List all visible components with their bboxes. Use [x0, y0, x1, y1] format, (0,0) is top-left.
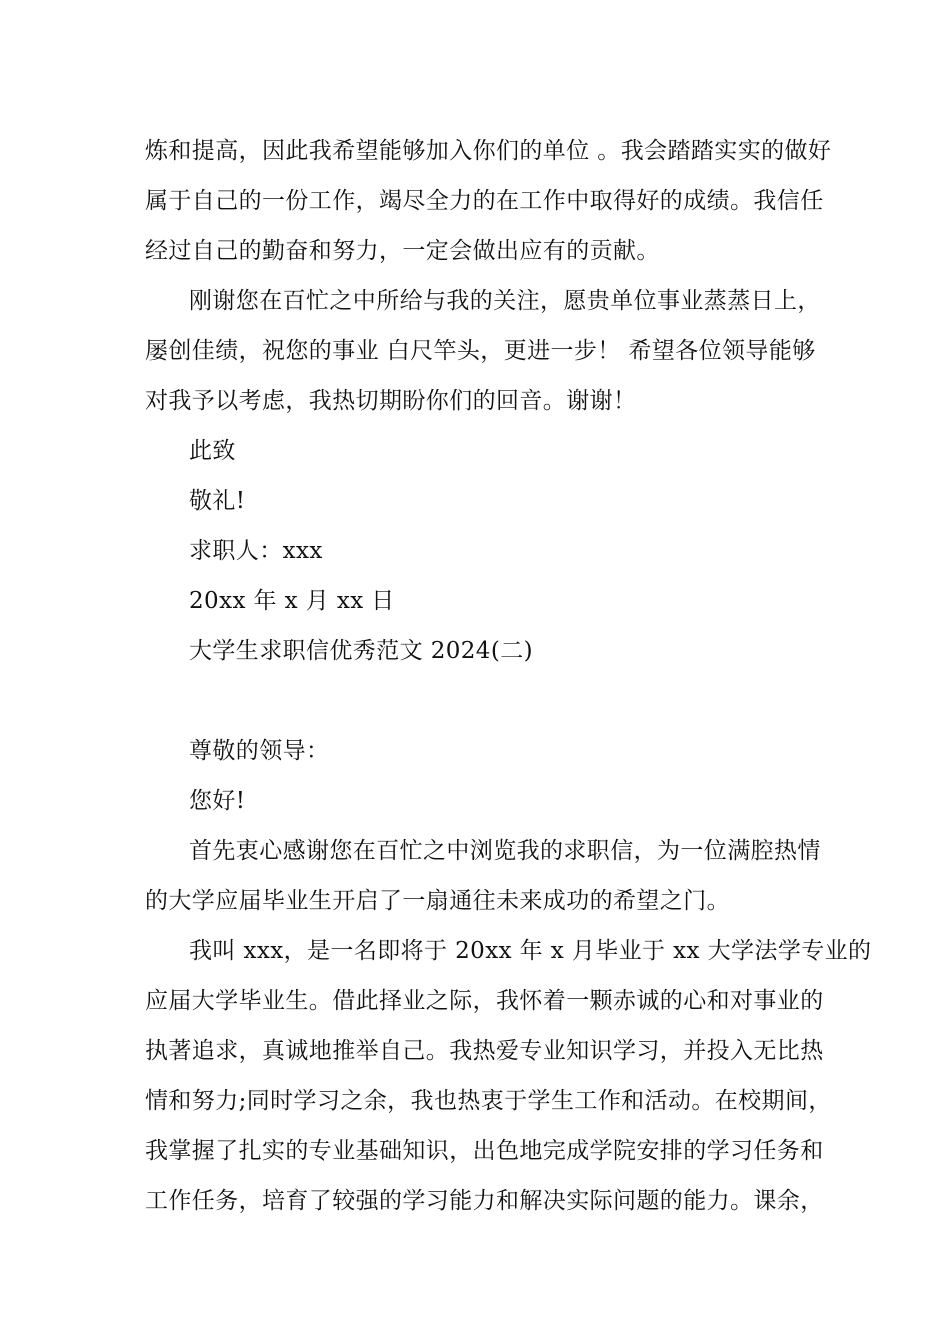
- paragraph-line: 对我予以考虑，我热切期盼你们的回音。谢谢！: [145, 388, 637, 414]
- greeting-hello: 您好!: [189, 788, 246, 814]
- paragraph-line: 屡创佳绩，祝您的事业 白尺竿头，更进一步！ 希望各位领导能够: [145, 338, 816, 364]
- paragraph-line: 的大学应届毕业生开启了一扇通往未来成功的希望之门。: [145, 888, 730, 914]
- section-title: 大学生求职信优秀范文 2024(二): [189, 638, 533, 664]
- paragraph-line: 情和努力;同时学习之余，我也热衷于学生工作和活动。在校期间，: [145, 1088, 832, 1114]
- paragraph-line: 刚谢您在百忙之中所给与我的关注，愿贵单位事业蒸蒸日上，: [189, 288, 821, 314]
- paragraph-line: 经过自己的勤奋和努力，一定会做出应有的贡献。: [145, 238, 660, 264]
- paragraph-line: 我叫 xxx，是一名即将于 20xx 年 x 月毕业于 xx 大学法学专业的: [189, 938, 872, 964]
- paragraph-line: 工作任务，培育了较强的学习能力和解决实际问题的能力。课余，: [145, 1188, 824, 1214]
- applicant-signature: 求职人：xxx: [189, 538, 323, 564]
- letter-date: 20xx 年 x 月 xx 日: [189, 588, 395, 614]
- paragraph-line: 执著追求，真诚地推举自己。我热爱专业知识学习，并投入无比热: [145, 1038, 824, 1064]
- greeting: 尊敬的领导：: [189, 738, 330, 764]
- paragraph-line: 属于自己的一份工作，竭尽全力的在工作中取得好的成绩。我信任: [145, 188, 824, 214]
- closing-salutation: 此致: [189, 438, 236, 464]
- closing-regards: 敬礼!: [189, 488, 246, 514]
- paragraph-line: 首先衷心感谢您在百忙之中浏览我的求职信，为一位满腔热情: [189, 838, 821, 864]
- paragraph-line: 炼和提高，因此我希望能够加入你们的单位 。我会踏踏实实的做好: [145, 138, 832, 164]
- paragraph-line: 我掌握了扎实的专业基础知识，出色地完成学院安排的学习任务和: [145, 1138, 824, 1164]
- paragraph-line: 应届大学毕业生。借此择业之际，我怀着一颗赤诚的心和对事业的: [145, 988, 824, 1014]
